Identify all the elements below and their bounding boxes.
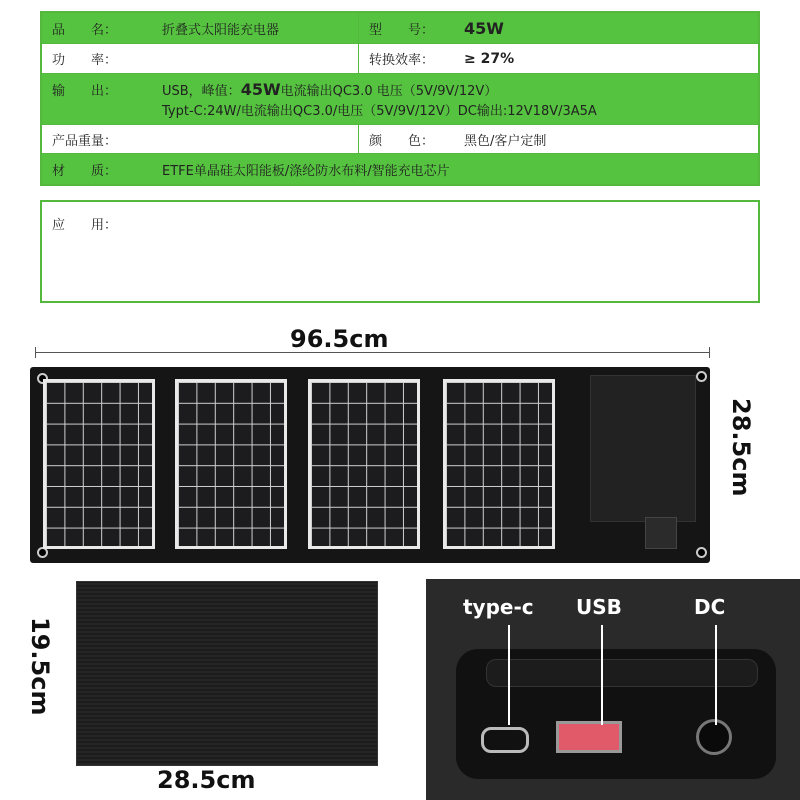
efficiency-label: 转换效率： <box>369 53 435 68</box>
dc-port <box>696 719 732 755</box>
name-label: 品 名： <box>52 22 118 38</box>
height-open-label: 28.5cm <box>727 398 755 497</box>
name-value: 折叠式太阳能充电器 <box>162 22 280 38</box>
color-value: 黑色/客户定制 <box>464 133 547 149</box>
output-typec: Typt-C:24W/电流输出QC3.0/电压（5V/9V/12V）DC输出:12V18V/3A5A <box>162 104 597 119</box>
output-label: 输 出： <box>52 84 118 99</box>
typec-pointer <box>508 625 510 725</box>
spec-row-name <box>42 13 758 44</box>
spec-row-weight <box>42 125 758 154</box>
material-value: ETFE单晶硅太阳能板/涤纶防水布料/智能充电芯片 <box>162 163 450 179</box>
storage-pocket <box>590 375 696 522</box>
spec-table <box>40 11 760 186</box>
usb-label: USB <box>576 595 622 619</box>
application-label: 应 用： <box>52 218 118 233</box>
junction-box <box>645 517 677 549</box>
dc-label: DC <box>694 595 726 619</box>
output-usb-power: 45W <box>240 80 281 99</box>
power-label: 功 率： <box>52 53 118 68</box>
dc-pointer <box>715 625 717 725</box>
solar-cell-panel <box>43 379 155 549</box>
grommet <box>696 547 707 558</box>
solar-cell-panel <box>175 379 287 549</box>
typec-label: type-c <box>463 595 534 619</box>
usb-pointer <box>601 625 603 725</box>
width-open-label: 96.5cm <box>290 325 389 353</box>
typec-port <box>481 727 529 753</box>
color-label: 颜 色： <box>369 133 435 149</box>
controller-box <box>456 649 776 779</box>
material-label: 材 质： <box>52 163 118 179</box>
solar-cell-panel <box>443 379 555 549</box>
solar-panel-open <box>30 367 710 563</box>
model-label: 型 号： <box>369 22 435 38</box>
width-folded-label: 28.5cm <box>157 766 256 794</box>
output-usb-detail: 电流输出QC3.0 电压（5V/9V/12V） <box>280 84 498 99</box>
weight-label: 产品重量： <box>52 133 118 149</box>
output-usb: USB，峰值： <box>162 84 241 99</box>
solar-panel-folded <box>76 581 378 766</box>
height-folded-label: 19.5cm <box>26 617 54 716</box>
spec-row-output <box>42 74 758 125</box>
usb-port <box>556 721 622 753</box>
spec-row-power <box>42 44 758 74</box>
efficiency-value: ≥ 27% <box>464 50 515 67</box>
application-box <box>40 200 760 303</box>
solar-cell-panel <box>308 379 420 549</box>
grommet <box>696 371 707 382</box>
ports-photo <box>426 579 800 800</box>
model-value: 45W <box>464 18 504 38</box>
spec-row-material <box>42 154 758 184</box>
